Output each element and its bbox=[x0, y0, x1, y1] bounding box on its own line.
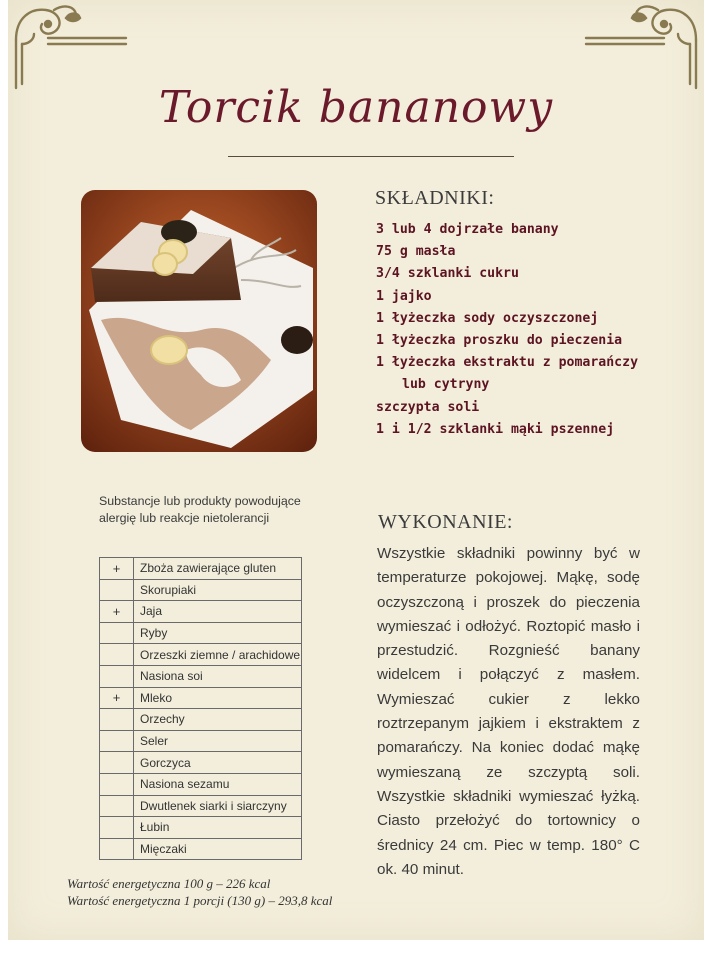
corner-ornament-left-icon bbox=[8, 0, 128, 92]
allergen-name: Jaja bbox=[134, 601, 302, 623]
table-row bbox=[100, 601, 302, 623]
table-row bbox=[100, 795, 302, 817]
allergen-mark: + bbox=[100, 687, 134, 709]
allergen-mark bbox=[100, 795, 134, 817]
ingredient-item: 3/4 szklanki cukru bbox=[376, 266, 519, 282]
table-row bbox=[100, 558, 302, 580]
ingredient-item: 1 łyżeczka ekstraktu z pomarańczy bbox=[376, 355, 639, 371]
allergen-mark bbox=[100, 622, 134, 644]
allergen-mark bbox=[100, 709, 134, 731]
table-row bbox=[100, 665, 302, 687]
allergen-name: Seler bbox=[134, 730, 302, 752]
allergen-mark bbox=[100, 730, 134, 752]
title-divider bbox=[228, 156, 514, 157]
allergen-mark bbox=[100, 665, 134, 687]
allergen-mark bbox=[100, 838, 134, 860]
corner-ornament-right-icon bbox=[584, 0, 704, 92]
energy-per-portion: Wartość energetyczna 1 porcji (130 g) – 293,8 kcal bbox=[67, 893, 333, 908]
table-row bbox=[100, 730, 302, 752]
allergen-name: Mleko bbox=[134, 687, 302, 709]
allergen-name: Nasiona sezamu bbox=[134, 773, 302, 795]
ingredients-list bbox=[376, 219, 696, 441]
ingredient-item-continuation: lub cytryny bbox=[402, 377, 490, 393]
ingredients-heading: SKŁADNIKI: bbox=[375, 187, 495, 209]
allergen-mark bbox=[100, 644, 134, 666]
table-row bbox=[100, 709, 302, 731]
table-row bbox=[100, 644, 302, 666]
table-row bbox=[100, 773, 302, 795]
ingredient-item: szczypta soli bbox=[376, 399, 480, 415]
table-row bbox=[100, 622, 302, 644]
allergen-name: Zboża zawierające gluten bbox=[134, 558, 302, 580]
ingredient-item: 1 łyżeczka proszku do pieczenia bbox=[376, 333, 623, 349]
table-row bbox=[100, 687, 302, 709]
table-row bbox=[100, 838, 302, 860]
allergen-mark: + bbox=[100, 558, 134, 580]
allergen-name: Dwutlenek siarki i siarczyny bbox=[134, 795, 302, 817]
allergen-name: Mięczaki bbox=[134, 838, 302, 860]
allergen-mark bbox=[100, 773, 134, 795]
allergen-mark bbox=[100, 817, 134, 839]
energy-per-100g: Wartość energetyczna 100 g – 226 kcal bbox=[67, 876, 271, 891]
allergen-name: Orzechy bbox=[134, 709, 302, 731]
ingredient-item: 75 g masła bbox=[376, 244, 456, 260]
allergen-note: Substancje lub produkty powodujące alergię lub reakcje nietolerancji bbox=[99, 494, 301, 525]
allergen-mark bbox=[100, 752, 134, 774]
cake-photo bbox=[81, 190, 317, 452]
table-row bbox=[100, 752, 302, 774]
energy-info bbox=[67, 875, 332, 909]
allergen-mark bbox=[100, 579, 134, 601]
recipe-title: Torcik bananowy bbox=[158, 82, 554, 133]
allergen-name: Nasiona soi bbox=[134, 665, 302, 687]
recipe-page bbox=[8, 0, 704, 940]
ingredient-item: 1 jajko bbox=[376, 288, 432, 304]
ingredient-item: 1 łyżeczka sody oczyszczonej bbox=[376, 310, 599, 326]
ingredient-item: 1 i 1/2 szklanki mąki pszennej bbox=[376, 421, 615, 437]
allergen-name: Ryby bbox=[134, 622, 302, 644]
allergen-mark: + bbox=[100, 601, 134, 623]
allergen-name: Gorczyca bbox=[134, 752, 302, 774]
allergen-name: Skorupiaki bbox=[134, 579, 302, 601]
allergen-name: Orzeszki ziemne / arachidowe bbox=[134, 644, 302, 666]
allergen-table bbox=[99, 557, 302, 860]
method-text: Wszystkie składniki powinny być w temperaturze pokojowej. Mąkę, sodę oczyszczoną i proszek do pieczenia wymieszać i odłożyć. Roztopić masło i przestudzić. Rozgnieść banany widelcem i połączyć z masłem. Wymieszać cukier z lekko roztrzepanym jajkiem i ekstraktem z pomarańczy. Na koniec dodać mąkę wymieszaną ze szczyptą soli. Wszystkie składniki wymieszać łyżką. Ciasto przełożyć do tortownicy o średnicy 24 cm. Piec w temp. 180° C ok. 40 minut. bbox=[377, 545, 640, 878]
method-heading: WYKONANIE: bbox=[378, 511, 513, 533]
table-row bbox=[100, 579, 302, 601]
allergen-name: Łubin bbox=[134, 817, 302, 839]
table-row bbox=[100, 817, 302, 839]
ingredient-item: 3 lub 4 dojrzałe banany bbox=[376, 222, 559, 237]
